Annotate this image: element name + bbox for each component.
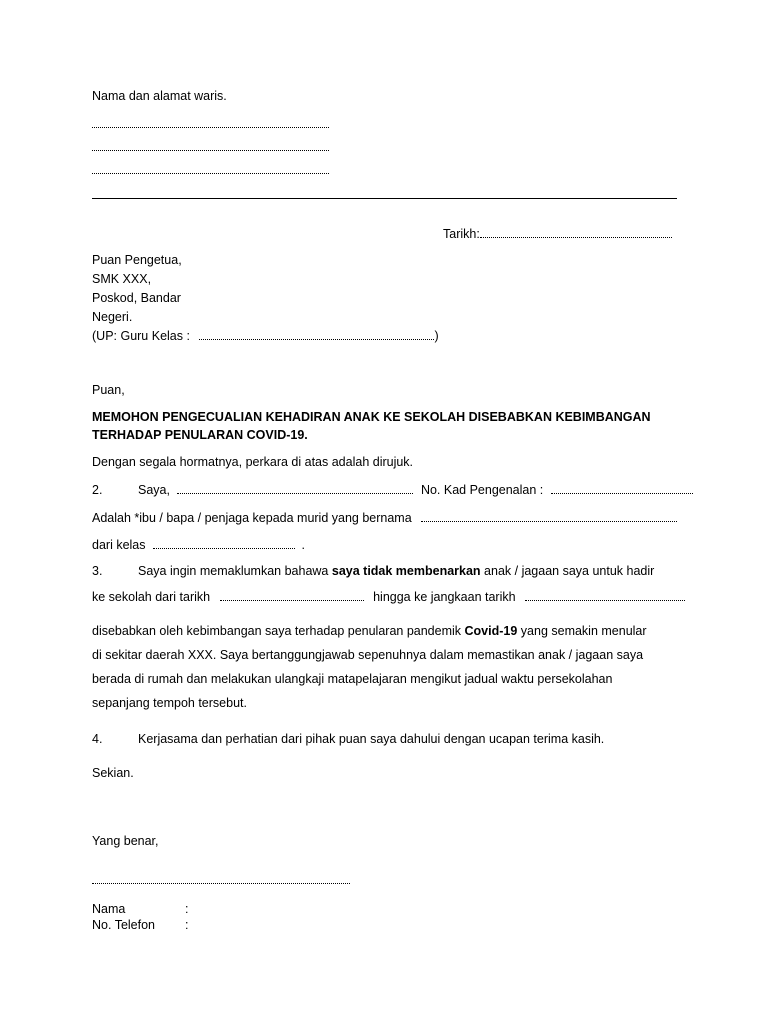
- closing: Sekian.: [92, 766, 134, 780]
- phone-label: No. Telefon: [92, 918, 156, 932]
- saya-label: Saya,: [138, 483, 170, 497]
- subject-line-1: MEMOHON PENGECUALIAN KEHADIRAN ANAK KE SEKOLAH DISEBABKAN KEBIMBANGAN: [92, 410, 651, 424]
- ic-blank: [551, 482, 693, 494]
- heir-line-1: [92, 116, 329, 132]
- phone-colon: :: [185, 918, 189, 932]
- para2-line-2: [92, 510, 677, 526]
- para4-number: 4.: [92, 732, 103, 746]
- para2-line-1: [138, 482, 693, 498]
- recipient-line-2: SMK XXX,: [92, 272, 152, 286]
- signature-line: [92, 872, 350, 888]
- para3-body-3: berada di rumah dan melakukan ulangkaji matapelajaran mengikut jadual waktu persekolahan: [92, 672, 613, 686]
- student-name-blank: [421, 510, 677, 522]
- para3-body-4: sepanjang tempoh tersebut.: [92, 696, 247, 710]
- name-colon: :: [185, 902, 189, 916]
- para3-body-2: di sekitar daerah XXX. Saya bertanggungjawab sepenuhnya dalam memastikan anak / jagaan saya: [92, 648, 644, 662]
- heir-label: Nama dan alamat waris.: [92, 89, 227, 103]
- heir-line-2: [92, 139, 329, 155]
- para3-line-1: [138, 563, 654, 579]
- body1-covid: Covid-19: [464, 624, 518, 638]
- class-label: dari kelas: [92, 538, 146, 552]
- body1-text-c: yang semakin menular: [517, 624, 647, 638]
- para3-text-a: Saya ingin memaklumkan bahawa: [138, 564, 329, 578]
- divider: [92, 198, 677, 199]
- date-blank: [480, 226, 672, 238]
- class-blank: [153, 537, 295, 549]
- intro-text: Dengan segala hormatnya, perkara di atas adalah dirujuk.: [92, 455, 414, 469]
- recipient-line-3: Poskod, Bandar: [92, 291, 181, 305]
- to-date-blank: [525, 589, 685, 601]
- from-date-blank: [220, 589, 364, 601]
- para3-body-1: [92, 623, 647, 639]
- salutation: Puan,: [92, 383, 125, 397]
- para2-line-3: [92, 537, 305, 553]
- date-field: [443, 226, 672, 242]
- attention-line: [92, 328, 439, 344]
- attention-label: (UP: Guru Kelas :: [92, 329, 190, 343]
- attention-close: ): [434, 329, 439, 343]
- para2-number: 2.: [92, 483, 103, 497]
- teacher-blank: [199, 328, 434, 340]
- body1-text-a: disebabkan oleh kebimbangan saya terhadap penularan pandemik: [92, 624, 462, 638]
- ic-label: No. Kad Pengenalan :: [420, 483, 544, 497]
- signoff: Yang benar,: [92, 834, 159, 848]
- parent-name-blank: [177, 482, 413, 494]
- para3-text-c: anak / jagaan saya untuk hadir: [480, 564, 655, 578]
- para3-text-bold: saya tidak membenarkan: [331, 564, 481, 578]
- recipient-line-4: Negeri.: [92, 310, 133, 324]
- role-text: Adalah *ibu / bapa / penjaga kepada murid yang bernama: [92, 511, 412, 525]
- class-end: .: [301, 538, 305, 552]
- para3-line-2: [92, 589, 685, 605]
- name-label: Nama: [92, 902, 126, 916]
- para4-text: Kerjasama dan perhatian dari pihak puan saya dahului dengan ucapan terima kasih.: [138, 732, 605, 746]
- heir-line-3: [92, 162, 329, 178]
- to-date-label: hingga ke jangkaan tarikh: [373, 590, 516, 604]
- subject-line-2: TERHADAP PENULARAN COVID-19.: [92, 428, 308, 442]
- from-date-label: ke sekolah dari tarikh: [92, 590, 211, 604]
- recipient-line-1: Puan Pengetua,: [92, 253, 182, 267]
- date-label: Tarikh:: [443, 227, 480, 241]
- para3-number: 3.: [92, 564, 103, 578]
